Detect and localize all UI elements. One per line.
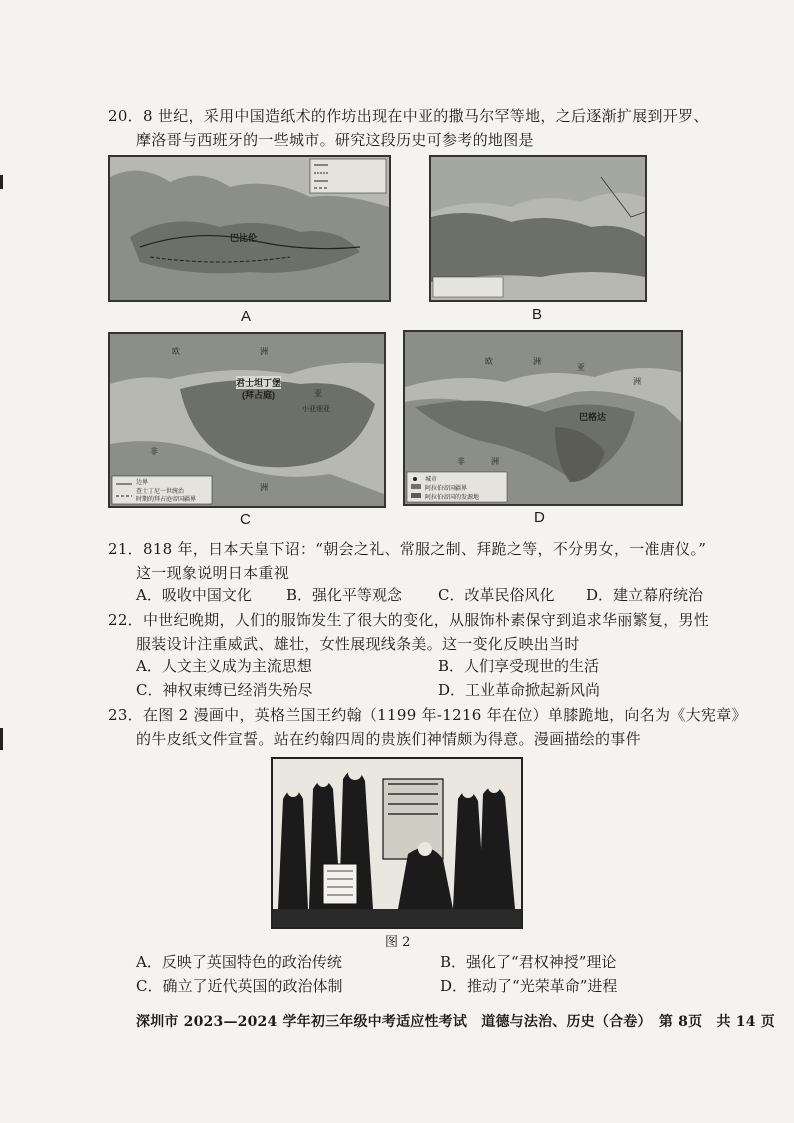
map-c-legend-1: 边界 (136, 480, 149, 486)
map-d (403, 330, 683, 506)
map-c-continent-europe: 欧 (172, 347, 180, 356)
map-a-label: A (241, 308, 252, 325)
map-d-continent-africa-2: 洲 (491, 457, 499, 466)
map-c-legend-2a: 查士丁尼一世统治 (136, 489, 185, 495)
q23-stem-line2: 的牛皮纸文件宣誓。站在约翰四周的贵族们神情颇为得意。漫画描绘的事件 (136, 730, 641, 748)
cartoon-graphic (273, 759, 521, 927)
q22-option-c[interactable]: C．神权束缚已经消失殆尽 (136, 681, 313, 699)
q21-option-a[interactable]: A．吸收中国文化 (136, 586, 252, 604)
q23-stem-line1: 23．在图 2 漫画中，英格兰国王约翰（1199 年-1216 年在位）单膝跪地，向名为《大宪章》 (108, 706, 747, 724)
map-a (108, 155, 391, 302)
map-d-continent-africa: 非 (457, 457, 465, 466)
q23-option-b[interactable]: B．强化了“君权神授”理论 (440, 953, 617, 971)
q23-option-d[interactable]: D．推动了“光荣革命”进程 (440, 977, 618, 995)
map-c-region2: 小亚细亚 (302, 406, 330, 413)
map-d-continent-europe-2: 洲 (533, 357, 541, 366)
q21-option-b[interactable]: B．强化平等观念 (286, 586, 403, 604)
q22-stem-line1: 22．中世纪晚期，人们的服饰发生了很大的变化，从服饰朴素保守到追求华丽繁复，男性 (108, 611, 710, 629)
q22-option-d[interactable]: D．工业革命掀起新风尚 (438, 681, 601, 699)
map-c-region: 亚 (314, 389, 322, 398)
q21-stem-line1: 21．818 年，日本天皇下诏：“朝会之礼、常服之制、拜跪之等，不分男女，一准唐仪。” (108, 540, 707, 558)
map-d-place-label: 巴格达 (579, 412, 607, 422)
map-b-graphic (431, 157, 645, 300)
scan-edge-mark (0, 175, 3, 189)
map-b (429, 155, 647, 302)
q22-stem-line2: 服装设计注重威武、雄壮，女性展现线条美。这一变化反映出当时 (136, 635, 580, 653)
map-d-continent-europe: 欧 (485, 357, 493, 366)
map-d-continent-asia: 亚 (577, 363, 585, 372)
q22-option-a[interactable]: A．人文主义成为主流思想 (136, 657, 312, 675)
map-c-label: C (240, 511, 251, 528)
map-c-legend-2b: 时期的拜占庭帝国疆界 (136, 497, 197, 503)
q21-stem-line2: 这一现象说明日本重视 (136, 564, 290, 582)
figure-2-cartoon (271, 757, 523, 929)
scan-edge-mark (0, 728, 3, 750)
q22-option-b[interactable]: B．人们享受现世的生活 (438, 657, 600, 675)
q21-option-d[interactable]: D．建立幕府统治 (586, 586, 704, 604)
q20-stem-line2: 摩洛哥与西班牙的一些城市。研究这段历史可参考的地图是 (136, 131, 534, 149)
map-c-place-line1: 君士坦丁堡 (236, 378, 282, 388)
figure-2-caption: 图 2 (385, 935, 411, 950)
q23-option-c[interactable]: C．确立了近代英国的政治体制 (136, 977, 343, 995)
map-a-place-label: 巴比伦 (230, 233, 258, 243)
map-d-label: D (534, 509, 545, 526)
map-d-legend-3: 阿拉伯帝国的发源地 (425, 495, 480, 501)
map-b-label: B (532, 306, 543, 323)
map-d-legend-1: 城市 (425, 477, 438, 483)
map-d-continent-asia-2: 洲 (633, 377, 641, 386)
map-c-continent-africa-2: 洲 (260, 483, 268, 492)
map-c-graphic (110, 334, 384, 506)
map-c-continent-europe-2: 洲 (260, 347, 268, 356)
map-d-graphic (405, 332, 681, 504)
map-c-place-line2: (拜占庭) (242, 390, 275, 400)
map-d-legend-2: 阿拉伯帝国疆界 (425, 486, 468, 492)
q20-stem-line1: 20．8 世纪，采用中国造纸术的作坊出现在中亚的撒马尔罕等地，之后逐渐扩展到开罗、 (108, 107, 709, 125)
map-a-graphic (110, 157, 389, 300)
page-footer: 深圳市 2023—2024 学年初三年级中考适应性考试 道德与法治、历史（合卷） 第 8页 共 14 页 (136, 1014, 775, 1030)
q21-option-c[interactable]: C．改革民俗风化 (438, 586, 555, 604)
map-c (108, 332, 386, 508)
map-c-continent-africa: 非 (150, 447, 158, 456)
q23-option-a[interactable]: A．反映了英国特色的政治传统 (136, 953, 342, 971)
